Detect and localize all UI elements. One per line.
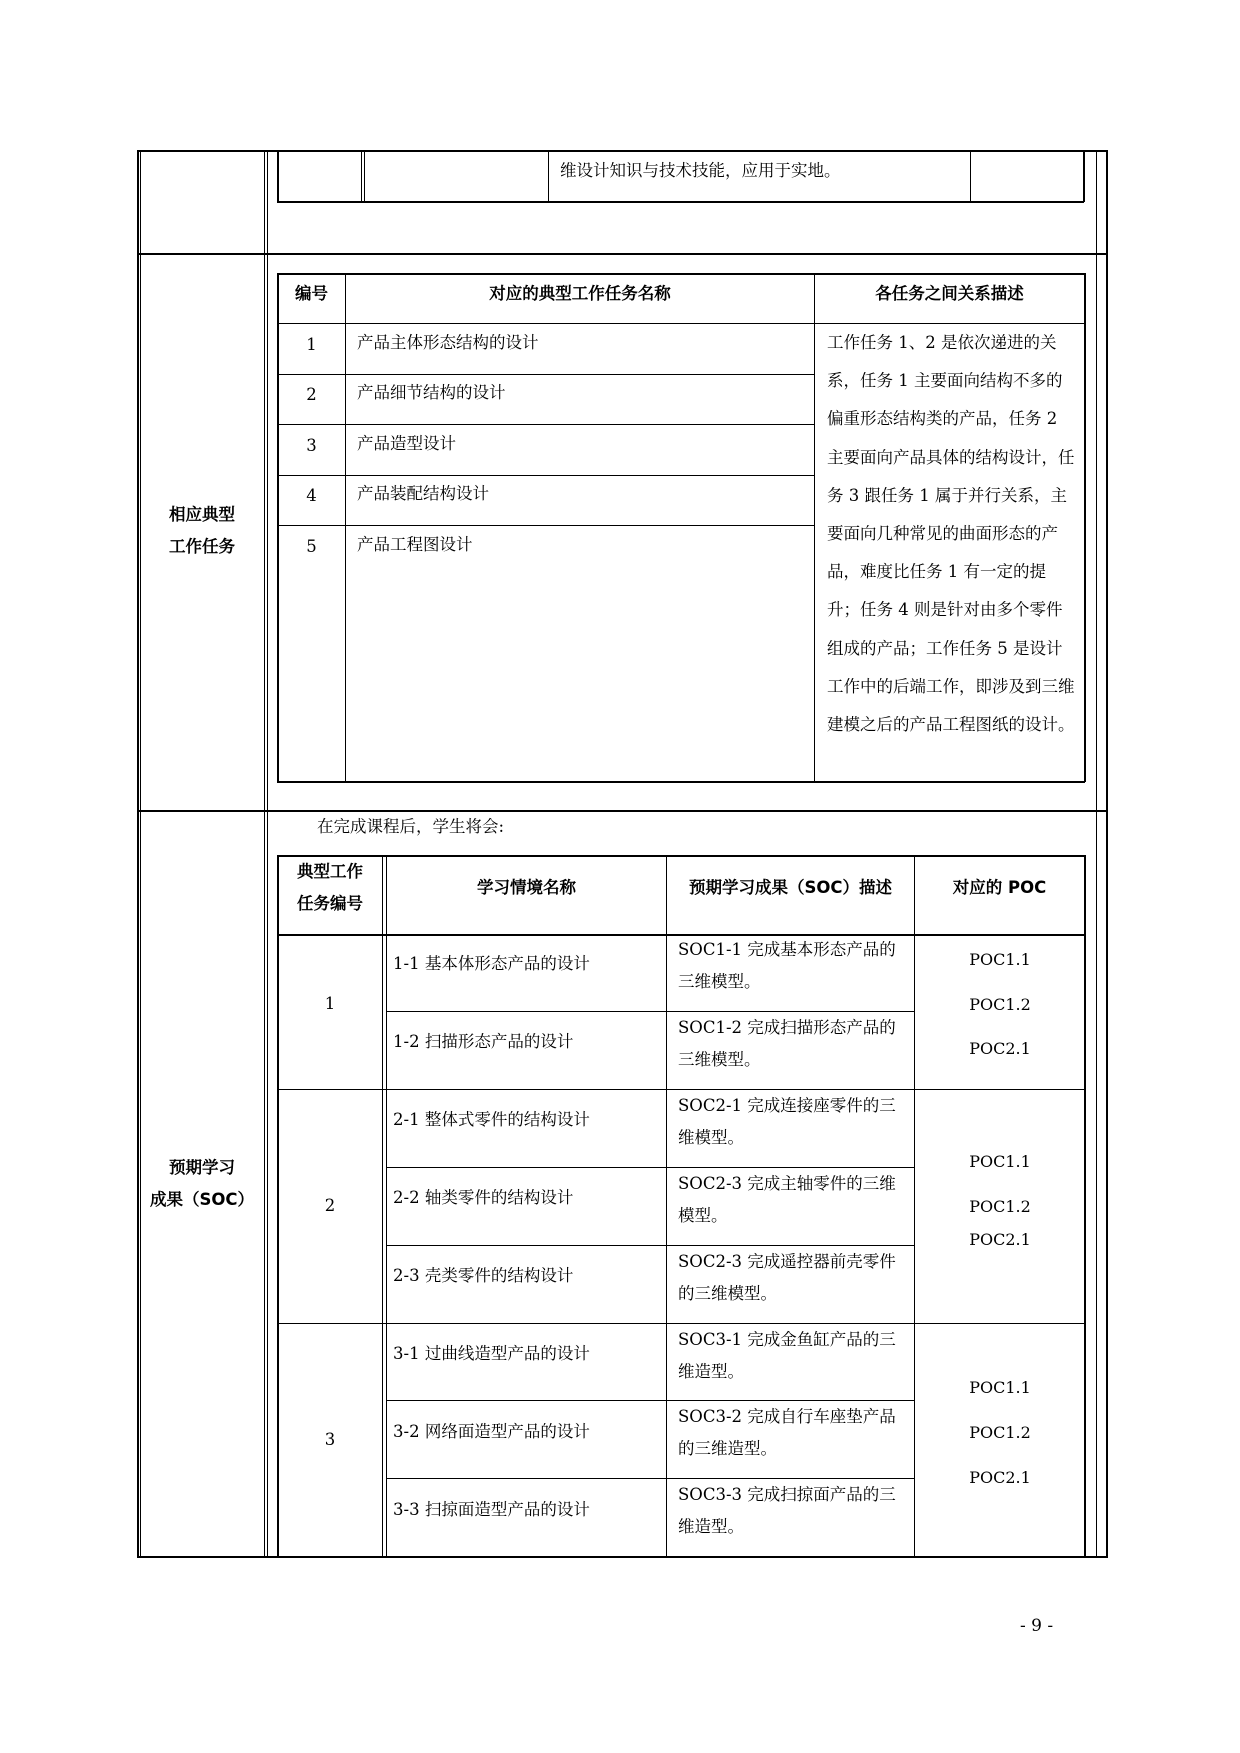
task-row-num: 4 bbox=[306, 486, 317, 505]
label-column-divider-2 bbox=[267, 150, 268, 1557]
task-relation-description: 工作任务 1、2 是依次递进的关系，任务 1 主要面向结构不多的偏重形态结构类的产品，任务 2 主要面向产品具体的结构设计，任务 3 跟任务 1 属于并行关系，主要面向几种常见的曲面形态的产品，难度比任务 1 有一定的提升；任务 4 则是针对由多个零件组成的产品；工作任务 5 是设计工作中的后端工作，即涉及到三维建模之后的产品工程图纸的设计。 bbox=[827, 333, 1075, 735]
outer-right-border-inner bbox=[1096, 150, 1097, 1557]
outer-right-border bbox=[1106, 150, 1108, 1557]
work-tasks-label-line2: 工作任务 bbox=[169, 537, 235, 556]
task-row-num: 3 bbox=[306, 436, 317, 455]
group-task-num: 2 bbox=[324, 1196, 336, 1215]
scenario-name: 3-1 过曲线造型产品的设计 bbox=[393, 1344, 590, 1363]
poc-item: POC1.1 bbox=[969, 1152, 1031, 1171]
group-task-num: 3 bbox=[324, 1430, 336, 1449]
soc-intro: 在完成课程后，学生将会: bbox=[317, 817, 505, 836]
soc-description: SOC2-3 完成遥控器前壳零件的三维模型。 bbox=[678, 1252, 896, 1303]
task-row-name: 产品造型设计 bbox=[357, 434, 456, 453]
poc-item: POC1.2 bbox=[969, 1197, 1031, 1216]
scenario-name: 2-3 壳类零件的结构设计 bbox=[393, 1266, 574, 1285]
poc-item: POC1.2 bbox=[969, 1423, 1031, 1442]
scenario-name: 2-2 轴类零件的结构设计 bbox=[393, 1188, 574, 1207]
task-row-name: 产品主体形态结构的设计 bbox=[357, 333, 539, 352]
page-number: - 9 - bbox=[1020, 1616, 1054, 1636]
soc-description: SOC3-1 完成金鱼缸产品的三维造型。 bbox=[678, 1330, 896, 1381]
poc-item: POC2.1 bbox=[969, 1468, 1031, 1487]
task-row-name: 产品装配结构设计 bbox=[357, 484, 489, 503]
outer-left-border-inner bbox=[140, 150, 141, 1557]
poc-item: POC2.1 bbox=[969, 1039, 1031, 1058]
task-row-name: 产品工程图设计 bbox=[357, 535, 473, 554]
section-divider-2 bbox=[137, 810, 1108, 812]
scenario-name: 1-2 扫描形态产品的设计 bbox=[393, 1032, 574, 1051]
poc-item: POC1.1 bbox=[969, 950, 1031, 969]
header-task-num: 编号 bbox=[295, 284, 328, 303]
scenario-name: 3-2 网络面造型产品的设计 bbox=[393, 1422, 590, 1441]
soc-label-line2: 成果（SOC） bbox=[149, 1190, 255, 1209]
poc-item: POC1.2 bbox=[969, 995, 1031, 1014]
task-row-num: 2 bbox=[306, 385, 317, 404]
soc-description: SOC1-2 完成扫描形态产品的三维模型。 bbox=[678, 1018, 896, 1069]
header-task-num-line2: 任务编号 bbox=[297, 894, 363, 913]
task-row-name: 产品细节结构的设计 bbox=[357, 383, 506, 402]
work-tasks-label-line1: 相应典型 bbox=[169, 505, 235, 524]
soc-description: SOC2-3 完成主轴零件的三维模型。 bbox=[678, 1174, 896, 1225]
section-divider-1 bbox=[137, 253, 1108, 255]
outer-left-border bbox=[137, 150, 139, 1557]
task-row-num: 1 bbox=[306, 335, 317, 354]
header-task-num-line1: 典型工作 bbox=[297, 862, 363, 881]
task-row-num: 5 bbox=[306, 537, 317, 556]
soc-description: SOC3-3 完成扫掠面产品的三维造型。 bbox=[678, 1485, 896, 1536]
soc-label-line1: 预期学习 bbox=[169, 1158, 235, 1177]
poc-item: POC1.1 bbox=[969, 1378, 1031, 1397]
header-task-relation: 各任务之间关系描述 bbox=[875, 284, 1024, 303]
soc-description: SOC2-1 完成连接座零件的三维模型。 bbox=[678, 1096, 896, 1147]
label-column-divider bbox=[264, 150, 265, 1557]
scenario-name: 1-1 基本体形态产品的设计 bbox=[393, 954, 590, 973]
header-task-name: 对应的典型工作任务名称 bbox=[489, 284, 671, 303]
header-scenario: 学习情境名称 bbox=[477, 878, 576, 897]
poc-item: POC2.1 bbox=[969, 1230, 1031, 1249]
soc-description: SOC1-1 完成基本形态产品的三维模型。 bbox=[678, 940, 896, 991]
soc-description: SOC3-2 完成自行车座垫产品的三维造型。 bbox=[678, 1407, 896, 1458]
outer-bottom-border bbox=[137, 1556, 1108, 1558]
scenario-name: 3-3 扫掠面造型产品的设计 bbox=[393, 1500, 590, 1519]
scenario-name: 2-1 整体式零件的结构设计 bbox=[393, 1110, 590, 1129]
header-soc-desc: 预期学习成果（SOC）描述 bbox=[688, 878, 893, 897]
continuation-text: 维设计知识与技术技能，应用于实地。 bbox=[560, 161, 841, 180]
header-poc: 对应的 POC bbox=[952, 878, 1047, 897]
group-task-num: 1 bbox=[324, 994, 336, 1013]
